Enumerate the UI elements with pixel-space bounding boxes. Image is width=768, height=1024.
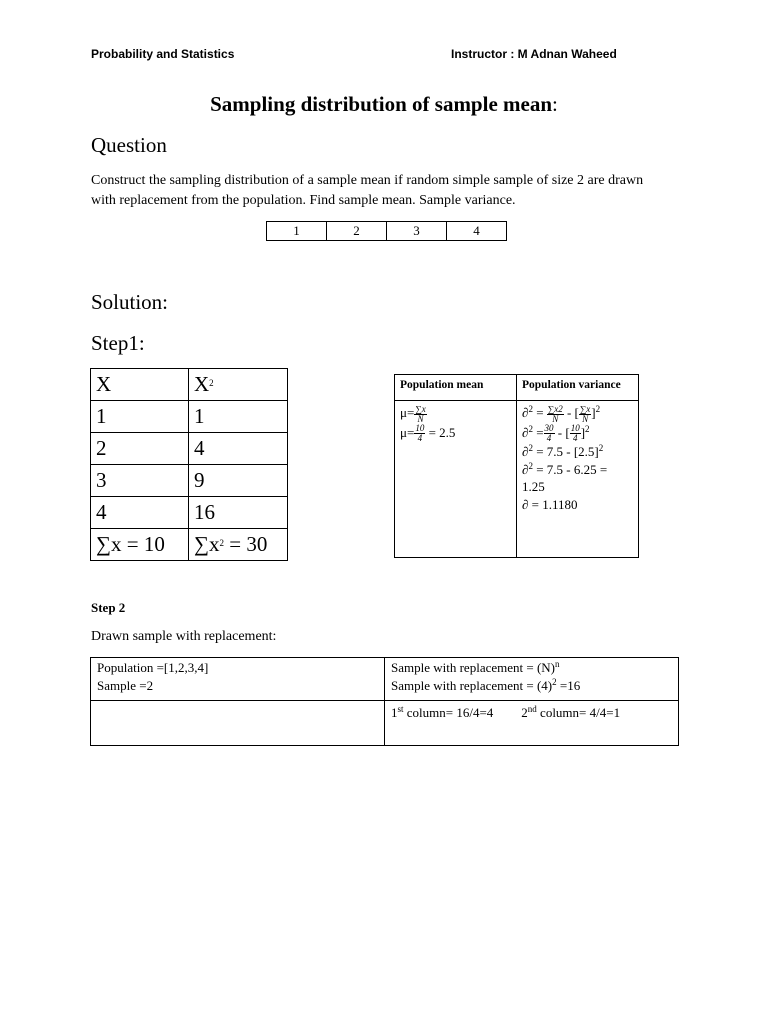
- mean-line-2: [400, 424, 511, 444]
- step2-text: Drawn sample with replacement:: [91, 629, 277, 644]
- bracket: ]: [580, 424, 586, 440]
- fraction: [570, 424, 581, 443]
- header-x: X: [91, 369, 189, 401]
- fraction: [414, 405, 426, 424]
- variance-line-3: [522, 443, 633, 461]
- equals: =: [532, 405, 547, 420]
- table-row: [395, 401, 639, 558]
- x2-cell: 1: [189, 401, 288, 433]
- x-cell: 1: [91, 401, 189, 433]
- variance-cell: [517, 401, 639, 558]
- variance-line-2: [522, 424, 633, 444]
- course-title: Probability and Statistics: [91, 47, 235, 61]
- variance-line-1: [522, 404, 633, 424]
- mean-cell: [395, 401, 517, 558]
- table-row: [91, 401, 288, 433]
- superscript: 2: [528, 443, 533, 454]
- variance-symbol: ∂: [522, 461, 529, 477]
- header-x2-base: X: [194, 372, 210, 396]
- question-heading: Question: [91, 133, 167, 157]
- replacement-text: Sample with replacement = (4): [391, 678, 553, 693]
- table-row: [91, 369, 288, 401]
- header-x2-sup: 2: [209, 378, 214, 388]
- replacement-cell: [385, 658, 679, 701]
- second-column-text: 2nd column= 4/4=1: [521, 704, 621, 720]
- operator: - [: [554, 424, 570, 440]
- population-cell: 4: [447, 222, 507, 241]
- population-table: [266, 221, 507, 241]
- x2-cell: 16: [189, 497, 288, 529]
- replacement-line-2: [391, 677, 672, 695]
- variance-line-5: 1.25: [522, 479, 545, 495]
- fraction: [547, 405, 564, 424]
- x-cell: 3: [91, 465, 189, 497]
- table-row: [91, 529, 288, 561]
- title-colon: :: [552, 92, 558, 116]
- replacement-result: =16: [556, 678, 581, 693]
- fraction: [544, 424, 555, 443]
- fraction: [414, 424, 425, 443]
- numerator: 30: [544, 423, 554, 434]
- superscript: 2: [552, 677, 557, 687]
- mu-label: μ=: [400, 405, 415, 420]
- variance-symbol: ∂: [522, 424, 529, 440]
- columns-cell: [385, 701, 679, 746]
- superscript: 2: [598, 443, 604, 454]
- step1-table: [90, 368, 288, 561]
- sample-line: Sample =2: [97, 678, 154, 693]
- numerator: 10: [415, 423, 425, 434]
- replacement-text: Sample with replacement = (N): [391, 660, 555, 675]
- mu-label: μ=: [400, 424, 415, 440]
- denominator: 4: [546, 433, 552, 444]
- step2-heading: Step 2: [91, 600, 126, 615]
- population-info-cell: [91, 658, 385, 701]
- mean-result: = 2.5: [425, 424, 456, 440]
- step2-table: [90, 657, 679, 746]
- step1-heading: Step1:: [91, 331, 145, 355]
- sum-x2-sup: 2: [219, 538, 224, 548]
- table-row: [91, 701, 679, 746]
- sum-x2-cell: [189, 529, 288, 561]
- sum-x2-post: = 30: [223, 532, 268, 556]
- question-text: Construct the sampling distribution of a sample mean if random simple sample of size 2 are drawn with replacement from the population. Find sample mean. Sample variance.: [91, 173, 644, 208]
- table-row: [91, 497, 288, 529]
- std-dev-line: ∂ = 1.1180: [522, 496, 578, 512]
- x-cell: 2: [91, 433, 189, 465]
- solution-heading: Solution:: [91, 290, 169, 314]
- variance-header: Population variance: [517, 375, 639, 401]
- sum-x-cell: ∑x = 10: [91, 529, 189, 561]
- title-text: Sampling distribution of sample mean: [210, 92, 553, 116]
- denominator: N: [552, 413, 559, 424]
- mean-line-1: [400, 404, 511, 424]
- superscript: 2: [595, 404, 601, 414]
- superscript: n: [555, 659, 560, 669]
- superscript: 2: [528, 404, 533, 414]
- table-row: [91, 658, 679, 701]
- variance-symbol: ∂: [522, 444, 529, 460]
- header-x2: [189, 369, 288, 401]
- numerator: 10: [570, 423, 580, 434]
- empty-cell: [91, 701, 385, 746]
- numerator: ∑x: [415, 403, 426, 414]
- x2-cell: 9: [189, 465, 288, 497]
- instructor-name: Instructor : M Adnan Waheed: [451, 47, 617, 61]
- x-cell: 4: [91, 497, 189, 529]
- numerator: ∑x: [579, 403, 591, 414]
- population-cell: 3: [387, 222, 447, 241]
- stats-table: [394, 374, 639, 558]
- variance-expression: = 7.5 - 6.25 =: [532, 461, 608, 477]
- first-column-text: 1st column= 16/4=4: [391, 704, 494, 720]
- table-row: [267, 222, 507, 241]
- population-cell: 1: [267, 222, 327, 241]
- numerator: ∑x2: [547, 403, 563, 414]
- bracket: ]: [591, 405, 596, 420]
- fraction: [579, 405, 591, 424]
- superscript: 2: [528, 460, 533, 471]
- variance-symbol: ∂: [522, 405, 529, 420]
- table-row: [91, 465, 288, 497]
- replacement-line-1: [391, 659, 672, 677]
- operator: - [: [563, 405, 579, 420]
- denominator: 4: [417, 433, 423, 444]
- x2-cell: 4: [189, 433, 288, 465]
- equals: =: [532, 424, 544, 440]
- variance-expression: = 7.5 - [2.5]: [532, 444, 599, 460]
- page-title: [0, 92, 768, 117]
- superscript: 2: [585, 423, 590, 434]
- table-row: [91, 433, 288, 465]
- mean-header: Population mean: [395, 375, 517, 401]
- superscript: 2: [528, 423, 533, 434]
- table-row: [395, 375, 639, 401]
- denominator: N: [417, 413, 424, 424]
- denominator: 4: [572, 433, 578, 444]
- variance-line-4: [522, 461, 633, 479]
- denominator: N: [582, 413, 589, 424]
- population-cell: 2: [327, 222, 387, 241]
- sum-x2-pre: ∑x: [194, 532, 220, 556]
- population-line: Population =[1,2,3,4]: [97, 660, 209, 675]
